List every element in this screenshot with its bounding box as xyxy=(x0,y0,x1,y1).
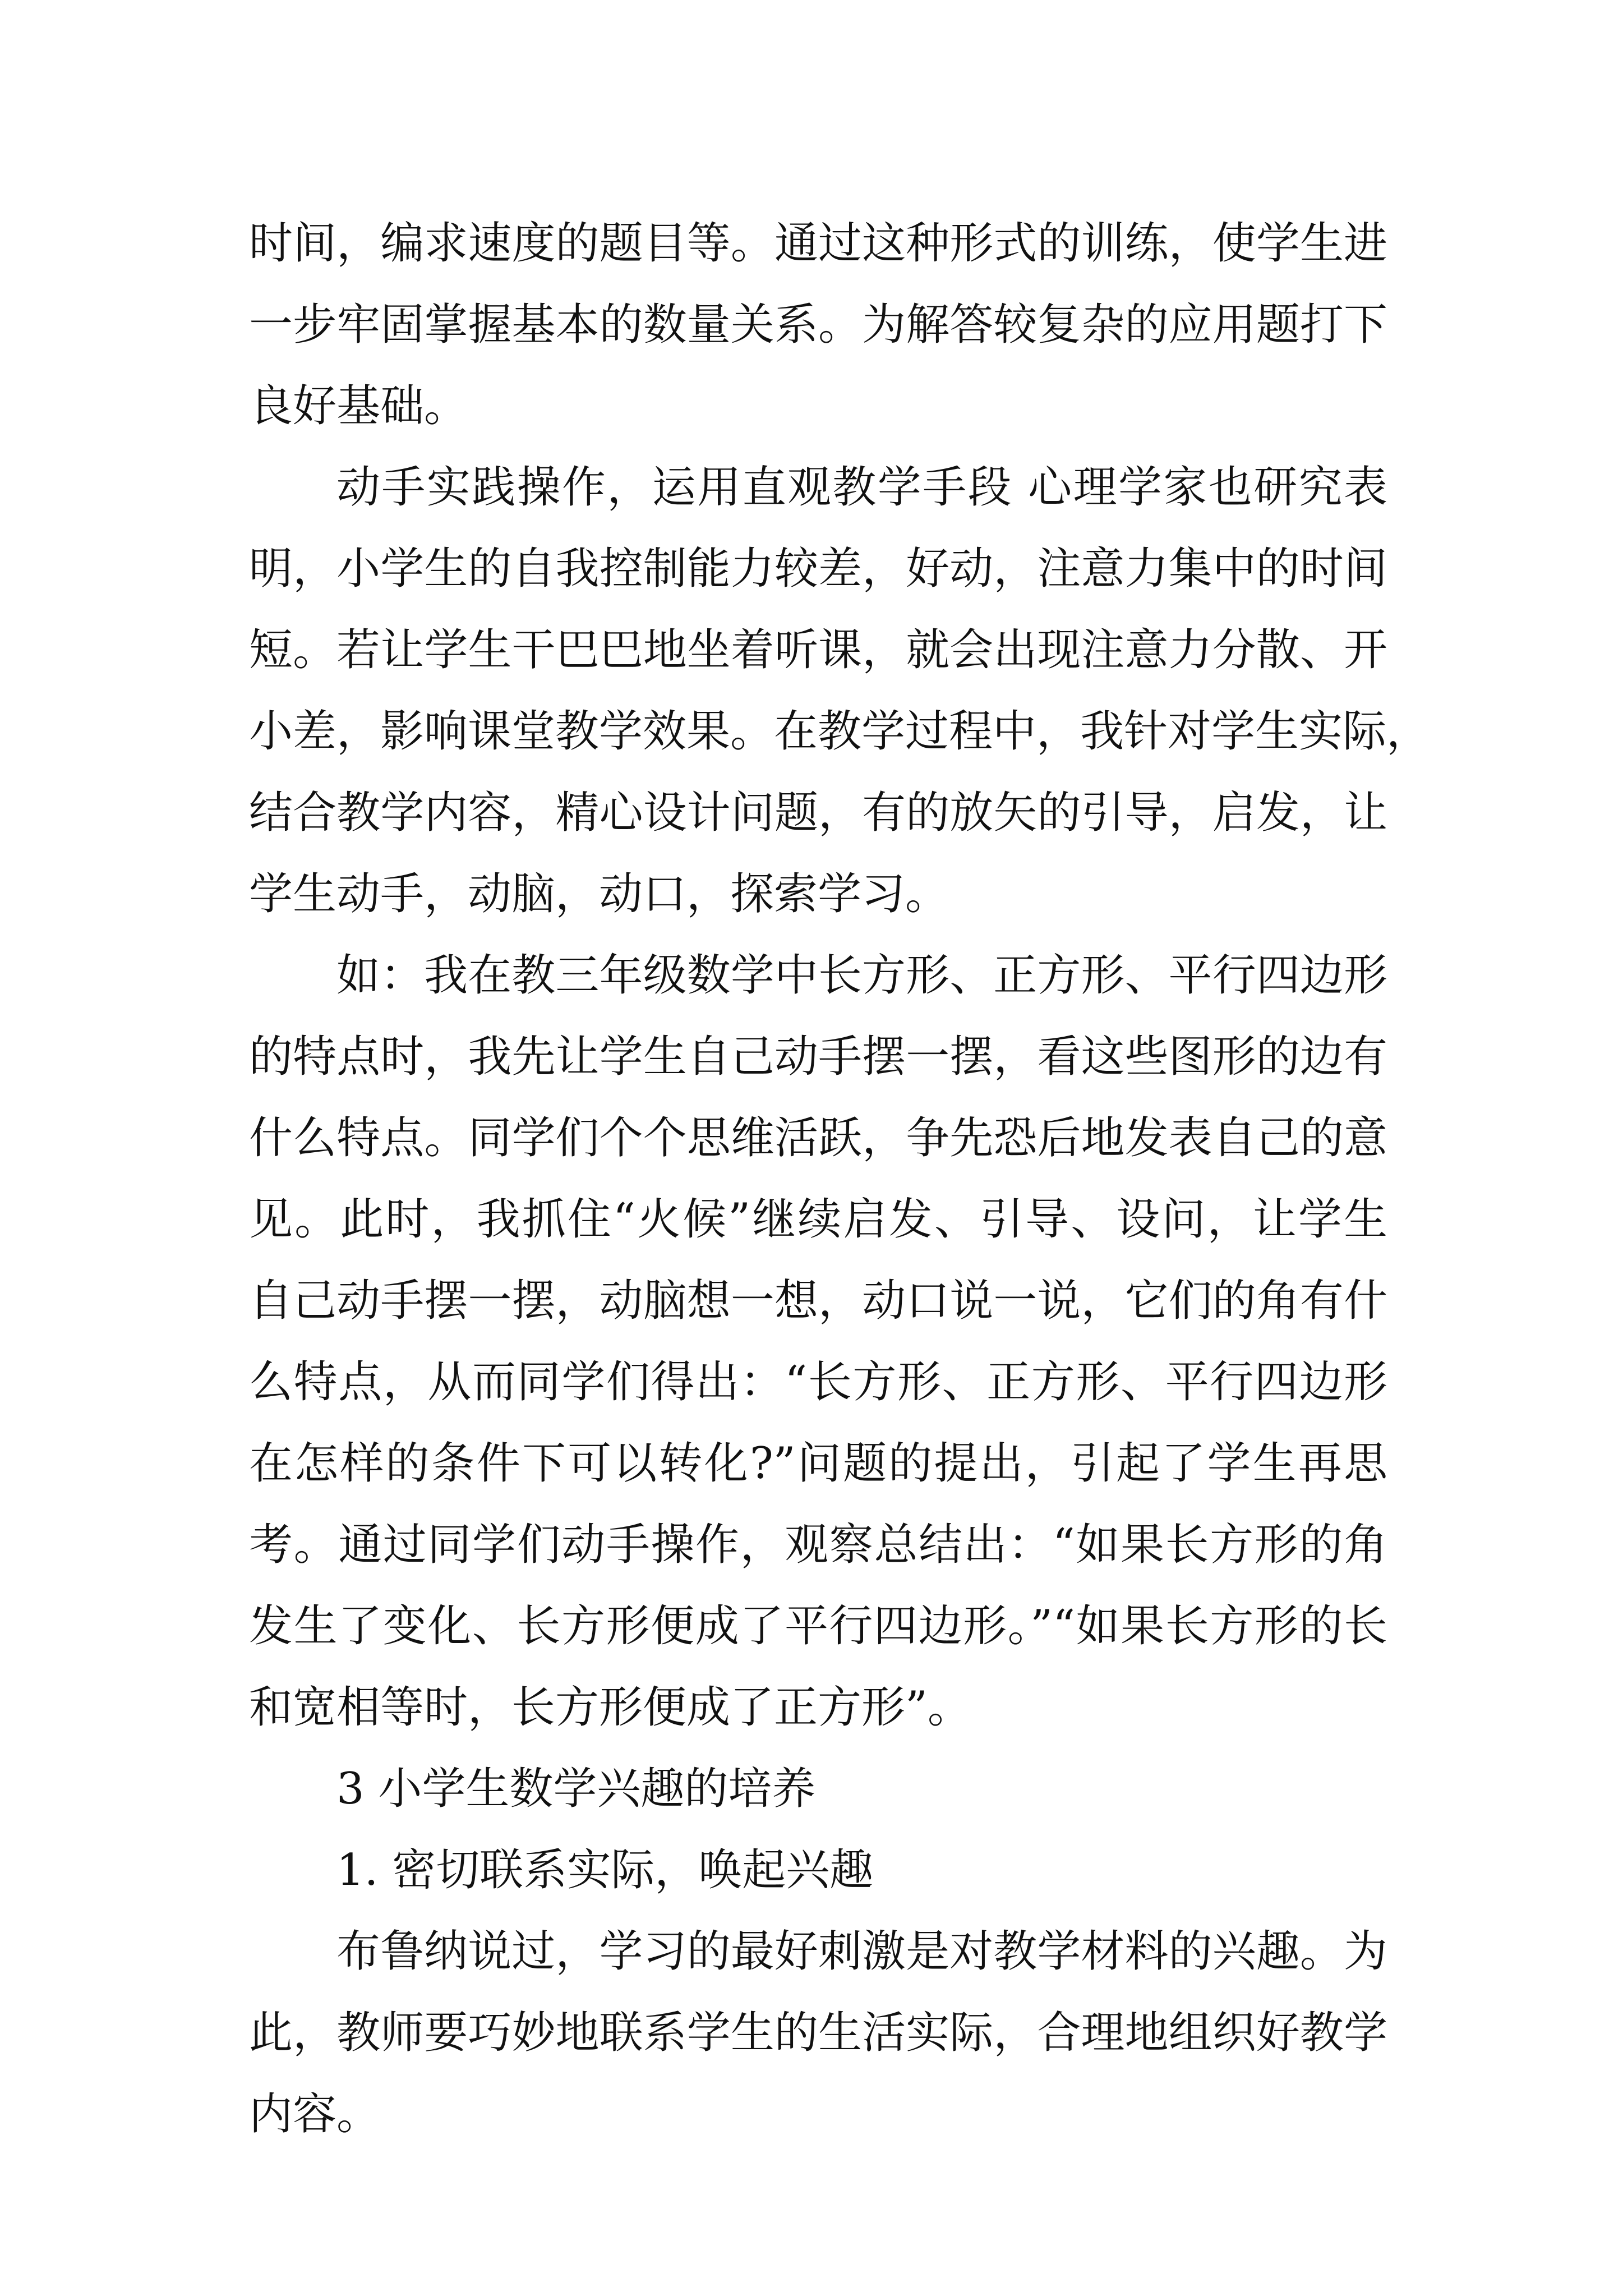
text-line: 学生动手，动脑，动口，探索学习。 xyxy=(249,869,949,919)
text-line: 短。若让学生干巴巴地坐着听课，就会出现注意力分散、开 xyxy=(249,625,1387,675)
text-line: 内容。 xyxy=(249,2089,381,2139)
text-line: 一步牢固掌握基本的数量关系。为解答较复杂的应用题打下 xyxy=(249,300,1387,350)
text-line: 见。此时，我抓住“火候”继续启发、引导、设问，让学生 xyxy=(249,1194,1387,1245)
text-line: 此，教师要巧妙地联系学生的生活实际，合理地组织好教学 xyxy=(249,2008,1387,2058)
text-line: 的特点时，我先让学生自己动手摆一摆，看这些图形的边有 xyxy=(249,1032,1387,1082)
text-line: 什么特点。同学们个个思维活跃，争先恐后地发表自己的意 xyxy=(249,1113,1387,1163)
text-line: 动手实践操作，运用直观教学手段 心理学家也研究表 xyxy=(336,462,1387,513)
section-heading-text: 3 小学生数学兴趣的培养 xyxy=(336,1764,816,1814)
section-heading xyxy=(249,1749,1387,1830)
paragraph xyxy=(249,1911,1387,2155)
subsection-heading-text: 1. 密切联系实际，唤起兴趣 xyxy=(336,1845,874,1895)
text-line: 自己动手摆一摆，动脑想一想，动口说一说，它们的角有什 xyxy=(249,1276,1387,1326)
text-line: 明，小学生的自我控制能力较差，好动，注意力集中的时间 xyxy=(249,544,1387,594)
text-line: 时间，编求速度的题目等。通过这种形式的训练，使学生进 xyxy=(249,218,1387,269)
text-line: 发生了变化、长方形便成了平行四边形。”“如果长方形的长 xyxy=(249,1601,1387,1651)
subsection-heading xyxy=(249,1830,1387,1911)
paragraph xyxy=(249,203,1387,447)
text-line: 小差，影响课堂教学效果。在教学过程中，我针对学生实际， xyxy=(249,706,1431,757)
text-line: 么特点，从而同学们得出：“长方形、正方形、平行四边形 xyxy=(249,1357,1387,1407)
text-line: 布鲁纳说过，学习的最好刺激是对教学材料的兴趣。为 xyxy=(336,1926,1387,1977)
text-line: 在怎样的条件下可以转化?”问题的提出，引起了学生再思 xyxy=(249,1438,1387,1489)
text-line: 和宽相等时，长方形便成了正方形”。 xyxy=(249,1682,971,1733)
text-line: 结合教学内容，精心设计问题，有的放矢的引导，启发，让 xyxy=(249,788,1387,838)
paragraph xyxy=(249,935,1387,1749)
paragraph xyxy=(249,447,1431,935)
text-line: 良好基础。 xyxy=(249,381,468,431)
document-body xyxy=(249,203,1431,2155)
text-line: 考。通过同学们动手操作，观察总结出：“如果长方形的角 xyxy=(249,1520,1387,1570)
text-line: 如：我在教三年级数学中长方形、正方形、平行四边形 xyxy=(336,950,1387,1001)
